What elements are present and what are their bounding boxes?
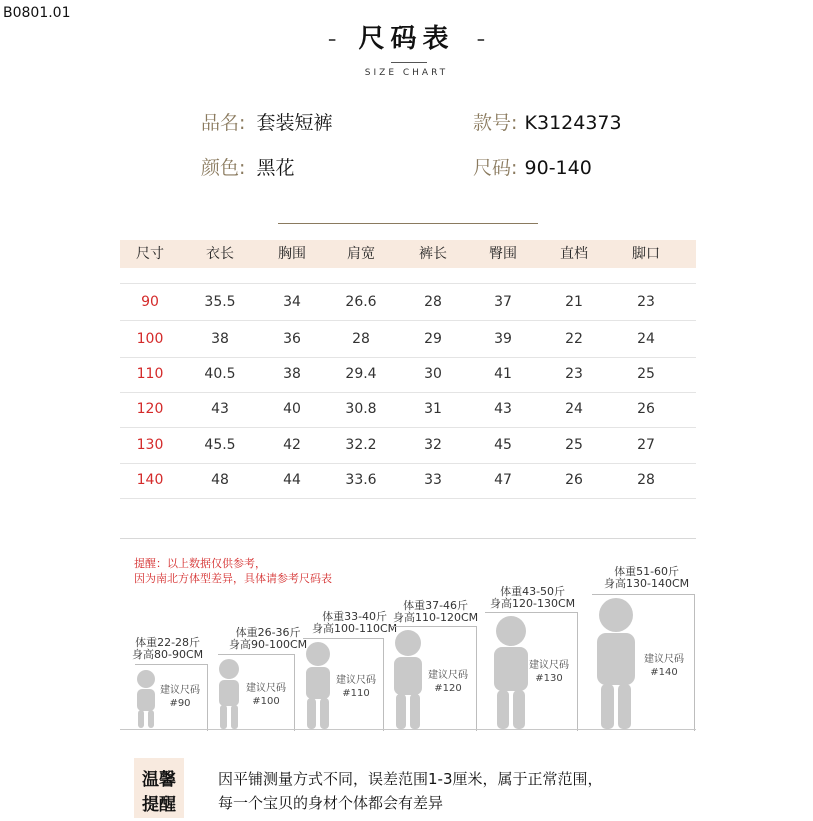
size-value: 90-140 <box>524 157 592 179</box>
table-cell: 30.8 <box>345 401 377 417</box>
figure-weight: 体重51-60斤 <box>614 565 680 578</box>
figure-height: 身高120-130CM <box>490 597 576 610</box>
suggest-size: #100 <box>252 696 280 707</box>
size-cell: 90 <box>141 294 159 310</box>
header-cell: 直档 <box>560 246 588 262</box>
table-cell: 29 <box>424 331 442 347</box>
table-cell: 45.5 <box>204 437 236 453</box>
table-cell: 42 <box>283 437 301 453</box>
suggest-label: 建议尺码 <box>336 675 376 686</box>
suggest-size: #140 <box>650 667 678 678</box>
table-cell: 21 <box>565 294 583 310</box>
table-cell: 41 <box>494 366 512 382</box>
suggest-size: #90 <box>169 698 191 709</box>
table-cell: 24 <box>565 401 583 417</box>
badge-line-1: 温馨 <box>142 770 176 790</box>
table-cell: 35.5 <box>204 294 236 310</box>
table-cell: 27 <box>637 437 655 453</box>
notice-line-2: 因为南北方体型差异，具体请参考尺码表 <box>134 572 332 585</box>
table-cell: 23 <box>637 294 655 310</box>
color-separator: : <box>239 157 246 179</box>
figure-height: 身高110-120CM <box>393 611 479 624</box>
table-cell: 25 <box>637 366 655 382</box>
table-cell: 43 <box>211 401 229 417</box>
figure-suggest-130 <box>521 659 577 685</box>
suggest-label: 建议尺码 <box>428 670 468 681</box>
table-cell: 22 <box>565 331 583 347</box>
figure-label-130 <box>490 586 575 610</box>
table-cell: 23 <box>565 366 583 382</box>
figure-label-120 <box>393 600 478 624</box>
table-cell: 40.5 <box>204 366 236 382</box>
size-cell: 130 <box>136 437 164 453</box>
figure-height: 身高80-90CM <box>132 648 204 661</box>
size-cell: 120 <box>136 401 164 417</box>
table-cell: 26 <box>637 401 655 417</box>
suggest-label: 建议尺码 <box>246 683 286 694</box>
header-cell: 肩宽 <box>347 246 375 262</box>
table-cell: 39 <box>494 331 512 347</box>
table-cell: 48 <box>211 472 229 488</box>
header-cell: 臀围 <box>489 246 517 262</box>
suggest-size: #110 <box>342 688 370 699</box>
table-cell: 45 <box>494 437 512 453</box>
table-cell: 34 <box>283 294 301 310</box>
badge-line-2: 提醒 <box>142 795 176 815</box>
table-cell: 26 <box>565 472 583 488</box>
suggest-label: 建议尺码 <box>644 654 684 665</box>
name-value: 套装短裤 <box>256 112 333 134</box>
header-cell: 衣长 <box>206 246 234 262</box>
header-cell: 胸围 <box>278 246 306 262</box>
color-label: 颜色 <box>201 157 240 179</box>
reminder-line-2: 每一个宝贝的身材个体都会有差异 <box>218 794 444 812</box>
style-value: K3124373 <box>524 112 622 134</box>
figure-label-90 <box>132 637 203 661</box>
figure-label-100 <box>229 627 307 651</box>
table-cell: 43 <box>494 401 512 417</box>
figure-weight: 体重43-50斤 <box>500 585 566 598</box>
figure-label-140 <box>604 566 689 590</box>
size-cell: 110 <box>136 366 164 382</box>
style-separator: : <box>511 112 518 134</box>
figure-suggest-110 <box>328 674 384 700</box>
table-cell: 25 <box>565 437 583 453</box>
figure-height: 身高100-110CM <box>312 622 398 635</box>
size-separator: : <box>511 157 518 179</box>
figures-baseline <box>120 729 696 730</box>
table-cell: 33 <box>424 472 442 488</box>
table-cell: 47 <box>494 472 512 488</box>
table-cell: 36 <box>283 331 301 347</box>
figure-suggest-120 <box>420 669 476 695</box>
table-cell: 37 <box>494 294 512 310</box>
title-dash-left: - <box>327 24 337 54</box>
name-label: 品名 <box>201 112 240 134</box>
table-cell: 28 <box>424 294 442 310</box>
table-cell: 31 <box>424 401 442 417</box>
name-separator: : <box>239 112 246 134</box>
size-cell: 100 <box>136 331 164 347</box>
suggest-size: #130 <box>535 673 563 684</box>
table-cell: 32 <box>424 437 442 453</box>
size-cell: 140 <box>136 472 164 488</box>
size-label: 尺码 <box>473 157 512 179</box>
table-cell: 33.6 <box>345 472 377 488</box>
table-cell: 26.6 <box>345 294 377 310</box>
warm-reminder <box>120 758 696 818</box>
table-cell: 38 <box>211 331 229 347</box>
style-label: 款号 <box>473 112 512 134</box>
color-value: 黑花 <box>256 157 295 179</box>
figure-weight: 体重26-36斤 <box>235 626 301 639</box>
table-cell: 28 <box>352 331 370 347</box>
table-cell: 28 <box>637 472 655 488</box>
table-cell: 44 <box>283 472 301 488</box>
table-cell: 40 <box>283 401 301 417</box>
figure-label-110 <box>312 611 397 635</box>
figure-suggest-90 <box>152 684 208 710</box>
child-silhouette-icon <box>592 596 640 730</box>
product-code: B0801.01 <box>3 5 71 21</box>
title-dash-right: - <box>476 24 486 54</box>
figure-weight: 体重33-40斤 <box>322 610 388 623</box>
table-cell: 24 <box>637 331 655 347</box>
table-cell: 29.4 <box>345 366 377 382</box>
figure-height: 身高130-140CM <box>604 577 690 590</box>
title-text: 尺码表 <box>358 24 455 54</box>
header-cell: 裤长 <box>419 246 447 262</box>
figure-weight: 体重37-46斤 <box>403 599 469 612</box>
figure-height: 身高90-100CM <box>229 638 308 651</box>
header-cell: 脚口 <box>632 246 660 262</box>
header-cell: 尺寸 <box>136 246 164 262</box>
suggest-label: 建议尺码 <box>529 660 569 671</box>
table-cell: 38 <box>283 366 301 382</box>
figure-suggest-140 <box>636 653 692 679</box>
suggest-label: 建议尺码 <box>160 685 200 696</box>
reminder-badge <box>134 758 184 818</box>
notice-line-1: 提醒：以上数据仅供参考， <box>134 557 266 570</box>
reminder-line-1: 因平铺测量方式不同，误差范围1-3厘米，属于正常范围， <box>218 770 603 788</box>
suggest-size: #120 <box>434 683 462 694</box>
table-cell: 32.2 <box>345 437 377 453</box>
figure-suggest-100 <box>238 682 294 708</box>
page-subtitle: SIZE CHART <box>364 68 449 78</box>
figure-weight: 体重22-28斤 <box>135 636 201 649</box>
table-cell: 30 <box>424 366 442 382</box>
